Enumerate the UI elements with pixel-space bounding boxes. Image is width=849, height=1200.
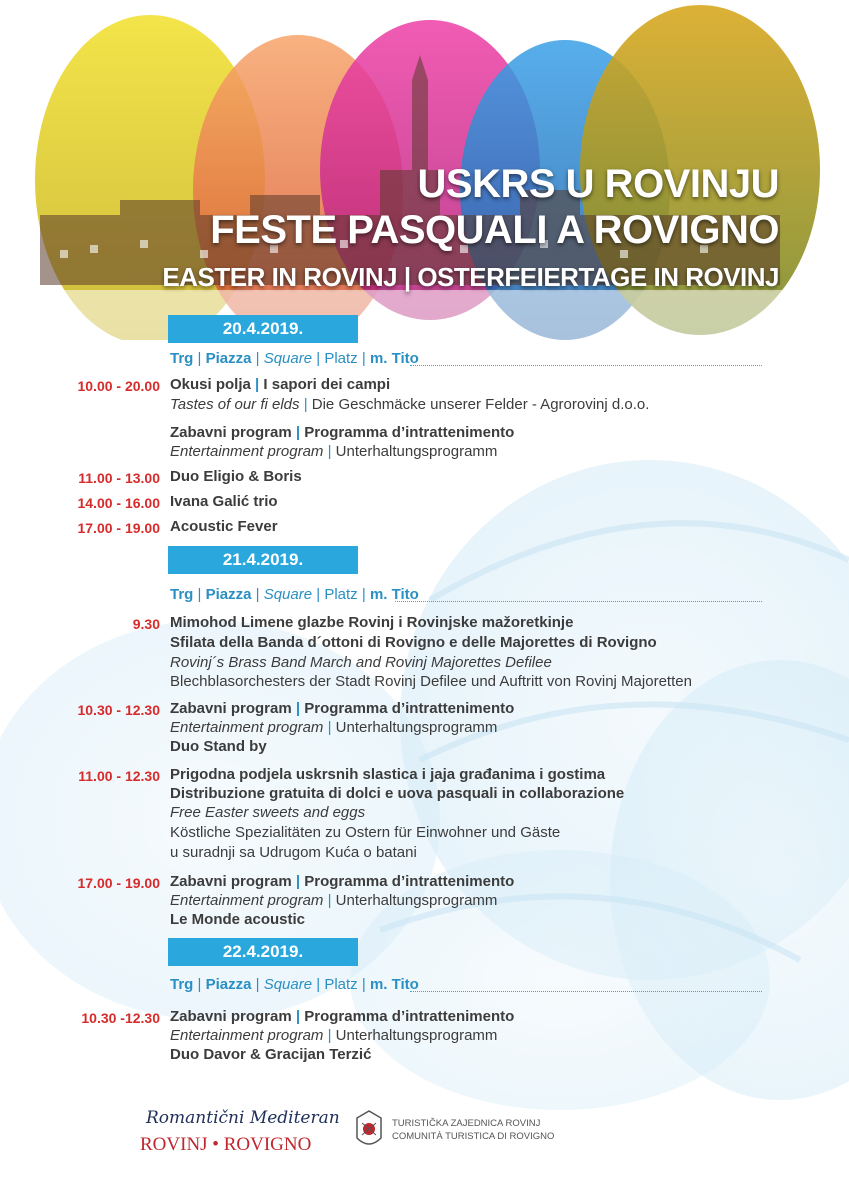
- tourist-board-logo: [354, 1108, 554, 1152]
- location-line: Trg | Piazza | Square | Platz | m. Tito: [170, 350, 419, 367]
- event-time: 11.00 - 13.00: [78, 470, 160, 486]
- date-day-3: 22.4.2019.: [168, 938, 358, 966]
- event-title-italian: Distribuzione gratuita di dolci e uova pasquali in collaborazione: [170, 785, 625, 802]
- title-english-german: EASTER IN ROVINJ | OSTERFEIERTAGE IN ROVINJ: [162, 262, 779, 292]
- entertainment-title: Zabavni program | Programma d’intrattenimento: [170, 700, 515, 717]
- event-title: Ivana Galić trio: [170, 493, 278, 510]
- event-time: 17.00 - 19.00: [77, 520, 160, 536]
- performer-name: Duo Davor & Gracijan Terzić: [170, 1046, 372, 1063]
- event-subtitle-german: Köstliche Spezialitäten zu Ostern für Einwohner und Gäste: [170, 824, 561, 841]
- entertainment-title: Zabavni program | Programma d’intrattenimento: [170, 873, 515, 890]
- performer-name: Duo Stand by: [170, 738, 267, 755]
- location-divider: [410, 365, 762, 366]
- event-title: Mimohod Limene glazbe Rovinj i Rovinjske mažoretkinje: [170, 614, 574, 631]
- entertainment-subtitle: Entertainment program | Unterhaltungsprogramm: [170, 443, 498, 460]
- event-title-italian: Sfilata della Banda d´ottoni di Rovigno e delle Majorettes di Rovigno: [170, 634, 657, 651]
- event-time: 10.00 - 20.00: [77, 378, 160, 394]
- entertainment-subtitle: Entertainment program | Unterhaltungsprogramm: [170, 892, 498, 909]
- location-line: Trg | Piazza | Square | Platz | m. Tito: [170, 976, 419, 993]
- tourist-board-name-hr: TURISTIČKA ZAJEDNICA ROVINJ: [392, 1118, 541, 1129]
- entertainment-subtitle: Entertainment program | Unterhaltungsprogramm: [170, 719, 498, 736]
- location-line: Trg | Piazza | Square | Platz | m. Tito: [170, 586, 419, 603]
- romanticni-mediteran-logo: [140, 1108, 340, 1156]
- event-subtitle-english: Free Easter sweets and eggs: [170, 804, 366, 821]
- location-divider: [410, 991, 762, 992]
- event-subtitle-english: Rovinj´s Brass Band March and Rovinj Majorettes Defilee: [170, 654, 552, 671]
- event-subtitle: Tastes of our fi elds | Die Geschmäcke unserer Felder - Agrorovinj d.o.o.: [170, 396, 650, 413]
- entertainment-subtitle: Entertainment program | Unterhaltungsprogramm: [170, 1027, 498, 1044]
- performer-name: Le Monde acoustic: [170, 911, 306, 928]
- entertainment-title: Zabavni program | Programma d’intrattenimento: [170, 1008, 515, 1025]
- event-title: Prigodna podjela uskrsnih slastica i jaja građanima i gostima: [170, 766, 606, 783]
- event-subtitle-german: Blechblasorchesters der Stadt Rovinj Defilee und Auftritt von Rovinj Majoretten: [170, 673, 692, 690]
- event-title: Acoustic Fever: [170, 518, 278, 535]
- tourist-board-name-it: COMUNITÀ TURISTICA DI ROVIGNO: [392, 1131, 555, 1142]
- event-title: Duo Eligio & Boris: [170, 468, 302, 485]
- brand-city: ROVINJ • ROVIGNO: [140, 1134, 312, 1155]
- title-croatian: USKRS U ROVINJU: [417, 162, 779, 206]
- entertainment-title: Zabavni program | Programma d’intrattenimento: [170, 424, 515, 441]
- event-title: Okusi polja | I sapori dei campi: [170, 376, 391, 393]
- brand-script: Romantični Mediteran: [146, 1108, 340, 1128]
- event-time: 17.00 - 19.00: [77, 875, 160, 891]
- date-day-2: 21.4.2019.: [168, 546, 358, 574]
- event-time: 10.30 -12.30: [81, 1010, 160, 1026]
- event-time: 10.30 - 12.30: [77, 702, 160, 718]
- location-divider: [395, 601, 762, 602]
- coat-of-arms-icon: [354, 1108, 384, 1152]
- event-collaboration: u suradnji sa Udrugom Kuća o batani: [170, 844, 417, 861]
- event-time: 11.00 - 12.30: [78, 768, 160, 784]
- date-day-1: 20.4.2019.: [168, 315, 358, 343]
- event-time: 9.30: [132, 616, 160, 632]
- event-time: 14.00 - 16.00: [77, 495, 160, 511]
- title-italian: FESTE PASQUALI A ROVIGNO: [210, 208, 779, 252]
